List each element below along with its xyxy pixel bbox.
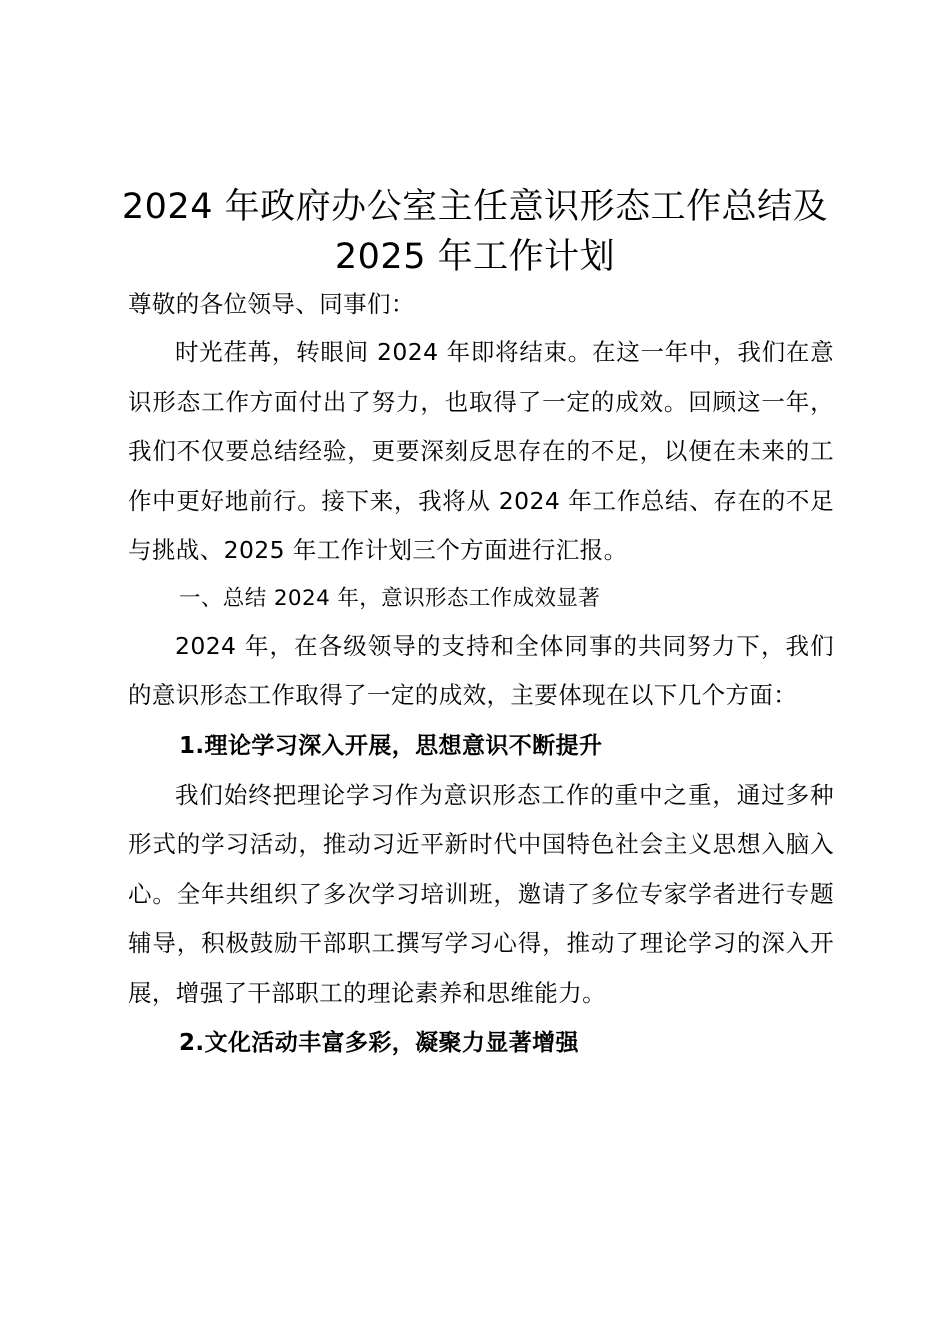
salutation: 尊敬的各位领导、同事们： (128, 290, 415, 318)
title-line-2: 2025 年工作计划 (334, 237, 616, 277)
document-body (128, 284, 834, 1068)
document-title (100, 182, 850, 282)
subsection-heading-1: 1.理论学习深入开展，思想意识不断提升 (179, 732, 603, 759)
subsection-heading-2: 2.文化活动丰富多彩，凝聚力显著增强 (179, 1030, 579, 1056)
intro-paragraph: 时光荏苒，转眼间 2024 年即将结束。在这一年中，我们在意识形态工作方面付出了努力，也取得了一定的成效。回顾这一年，我们不仅要总结经验，更要深刻反思存在的不足，以便在未来的工作中更好地前行。接下来，我将从 2024 年工作总结、存在的不足与挑战、2025 年工作计划三个方面进行汇报。 (128, 338, 834, 564)
section-heading-1: 一、总结 2024 年，意识形态工作成效显著 (179, 585, 601, 611)
section-1-intro: 2024 年，在各级领导的支持和全体同事的共同努力下，我们的意识形态工作取得了一定的成效，主要体现在以下几个方面： (128, 631, 834, 709)
title-line-1: 2024 年政府办公室主任意识形态工作总结及 (121, 187, 829, 227)
subsection-1-body: 我们始终把理论学习作为意识形态工作的重中之重，通过多种形式的学习活动，推动习近平新时代中国特色社会主义思想入脑入心。全年共组织了多次学习培训班，邀请了多位专家学者进行专题辅导，积极鼓励干部职工撰写学习心得，推动了理论学习的深入开展，增强了干部职工的理论素养和思维能力。 (128, 780, 834, 1007)
